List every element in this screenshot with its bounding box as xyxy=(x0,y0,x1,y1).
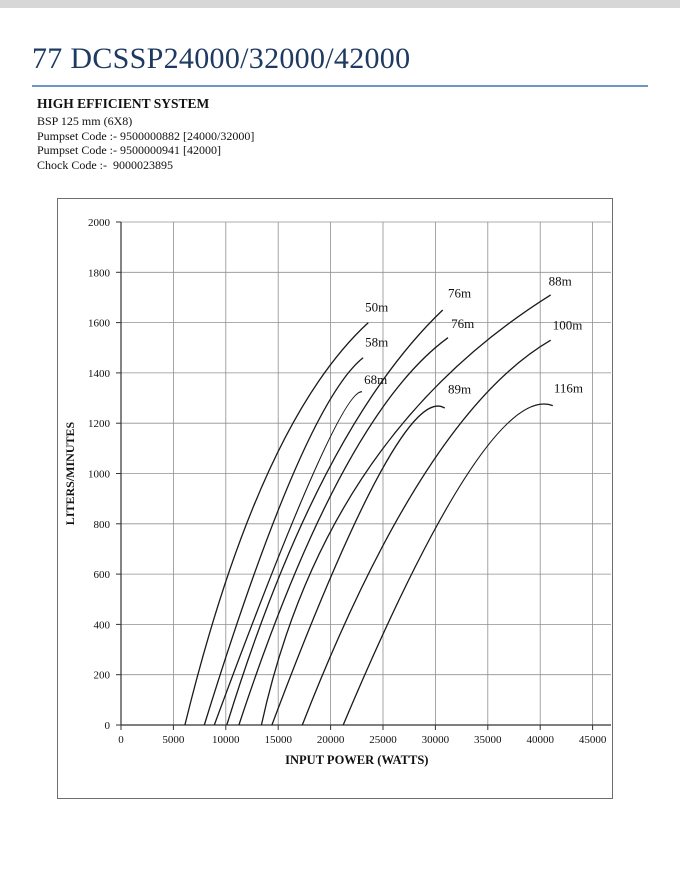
x-tick-label: 10000 xyxy=(212,734,240,746)
y-tick-label: 800 xyxy=(93,518,110,531)
x-tick-label: 35000 xyxy=(474,734,502,746)
x-tick-label: 5000 xyxy=(162,734,185,746)
spec-line-bsp: BSP 125 mm (6X8) xyxy=(37,114,133,128)
curve-label-2-68m: 68m xyxy=(364,372,388,388)
y-tick-label: 600 xyxy=(93,569,110,582)
x-tick-label: 0 xyxy=(118,734,124,746)
scan-edge-artifact xyxy=(0,0,680,8)
curve-5-88m xyxy=(261,295,550,725)
spec-line-pumpset-code-2: Pumpset Code :- 9500000941 [42000] xyxy=(37,143,221,158)
y-tick-label: 0 xyxy=(104,720,110,732)
x-tick-label: 20000 xyxy=(316,734,345,746)
curve-label-1-58m: 58m xyxy=(365,334,389,350)
chart-canvas xyxy=(58,199,612,798)
y-axis-title: LITERS/MINUTES xyxy=(63,421,77,526)
curve-label-8-116m: 116m xyxy=(553,380,583,396)
curve-1-58m xyxy=(204,358,363,725)
spec-line-chock-code: Chock Code :- 9000023895 xyxy=(37,157,173,172)
page-title: 77 DCSSP24000/32000/42000 xyxy=(32,42,411,75)
y-tick-label: 400 xyxy=(93,619,110,632)
y-tick-label: 1600 xyxy=(88,317,110,330)
y-tick-label: 1200 xyxy=(88,418,110,431)
title-underline xyxy=(32,85,648,87)
curve-label-0-50m: 50m xyxy=(365,299,389,315)
section-heading: HIGH EFFICIENT SYSTEM xyxy=(37,96,210,111)
spec-line-pumpset-code-1: Pumpset Code :- 9500000882 [24000/32000] xyxy=(37,128,255,143)
x-tick-label: 40000 xyxy=(526,734,554,746)
x-axis-title: INPUT POWER (WATTS) xyxy=(285,753,429,767)
y-tick-label: 1400 xyxy=(88,367,110,380)
curve-7-100m xyxy=(302,340,550,725)
x-tick-label: 25000 xyxy=(369,734,397,746)
curve-label-5-88m: 88m xyxy=(548,273,572,289)
x-tick-label: 15000 xyxy=(264,734,292,746)
curve-label-3-76m: 76m xyxy=(447,285,472,301)
curve-label-7-100m: 100m xyxy=(552,317,583,333)
x-tick-label: 45000 xyxy=(578,734,607,746)
pump-performance-chart xyxy=(57,198,613,799)
y-tick-label: 2000 xyxy=(88,217,110,229)
curve-label-6-89m: 89m xyxy=(447,381,472,397)
curve-8-116m xyxy=(343,404,553,725)
product-info-block xyxy=(37,96,254,172)
x-tick-label: 30000 xyxy=(421,734,450,746)
curve-label-4-76m: 76m xyxy=(451,316,475,332)
y-tick-label: 1800 xyxy=(88,267,110,280)
y-tick-label: 200 xyxy=(93,669,110,682)
y-tick-label: 1000 xyxy=(88,468,110,481)
